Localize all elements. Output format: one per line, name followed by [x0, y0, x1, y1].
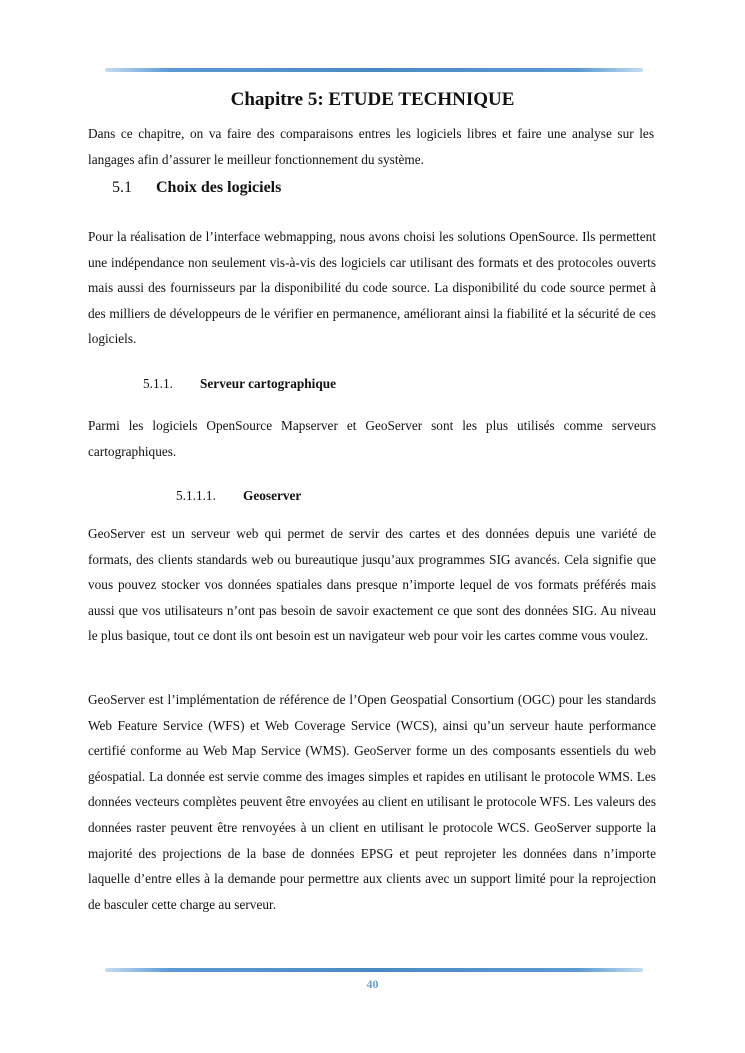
intro-paragraph: Dans ce chapitre, on va faire des comparaisons entres les logiciels libres et faire une analyse sur les langages afin d’assurer le meilleur fonctionnement du système.	[88, 126, 654, 167]
section-5-1-heading	[112, 177, 281, 199]
footer-rule	[105, 968, 643, 972]
section-5-1-1-1-heading	[176, 486, 301, 506]
section-number: 5.1.1.	[143, 376, 173, 391]
section-5-1-1-heading	[143, 374, 336, 394]
section-title: Choix des logiciels	[156, 179, 282, 196]
section-number: 5.1.1.1.	[176, 488, 216, 503]
chapter-title: Chapitre 5: ETUDE TECHNIQUE	[230, 89, 515, 110]
geoserver-paragraph-2: GeoServer est l’implémentation de référence de l’Open Geospatial Consortium (OGC) pour les standards Web Feature Service (WFS) et Web Coverage Service (WCS), ainsi qu’un serveur haute performance certifié conforme au Web Map Service (WMS). GeoServer forme un des composants essentiels du web géospatial. La donnée est servie comme des images simples et rapides en utilisant le protocole WMS. Les données vecteurs complètes peuvent être envoyées au client en utilisant le protocole WFS. Les valeurs des données raster peuvent être renvoyées à un client en utilisant le protocole WCS. GeoServer supporte la majorité des projections de la base de données EPSG et peut reprojeter les données dans n’importe laquelle d’entre elles à la demande pour permettre aux clients avec un support limité pour la reprojection de basculer cette charge au serveur.	[88, 692, 656, 912]
page-number: 40	[366, 977, 379, 991]
geoserver-paragraph-1: GeoServer est un serveur web qui permet de servir des cartes et des données depuis une variété de formats, des clients standards web ou bureautique jusqu’aux programmes SIG avancés. Cela signifie que vous pouvez stocker vos données spatiales dans presque n’importe lequel de vos formats préférés mais aussi que vos utilisateurs n’ont pas besoin de savoir exactement ce que sont des données SIG. Au niveau le plus basique, tout ce dont ils ont besoin est un navigateur web pour voir les cartes comme vous voulez.	[88, 526, 656, 644]
section-title: Geoserver	[243, 488, 302, 503]
section-5-1-1-paragraph: Parmi les logiciels OpenSource Mapserver et GeoServer sont les plus utilisés comme serveurs cartographiques.	[88, 418, 656, 459]
section-title: Serveur cartographique	[200, 376, 337, 391]
section-number: 5.1	[112, 179, 132, 196]
header-rule	[105, 68, 643, 72]
section-5-1-paragraph: Pour la réalisation de l’interface webmapping, nous avons choisi les solutions OpenSource. Ils permettent une indépendance non seulement vis-à-vis des logiciels car utilisant des formats et des protocoles ouverts mais aussi des fournisseurs par la disponibilité du code source. La disponibilité du code source permet à des milliers de développeurs de le vérifier en permanence, améliorant ainsi la fiabilité et la sécurité de ces logiciels.	[88, 229, 656, 347]
